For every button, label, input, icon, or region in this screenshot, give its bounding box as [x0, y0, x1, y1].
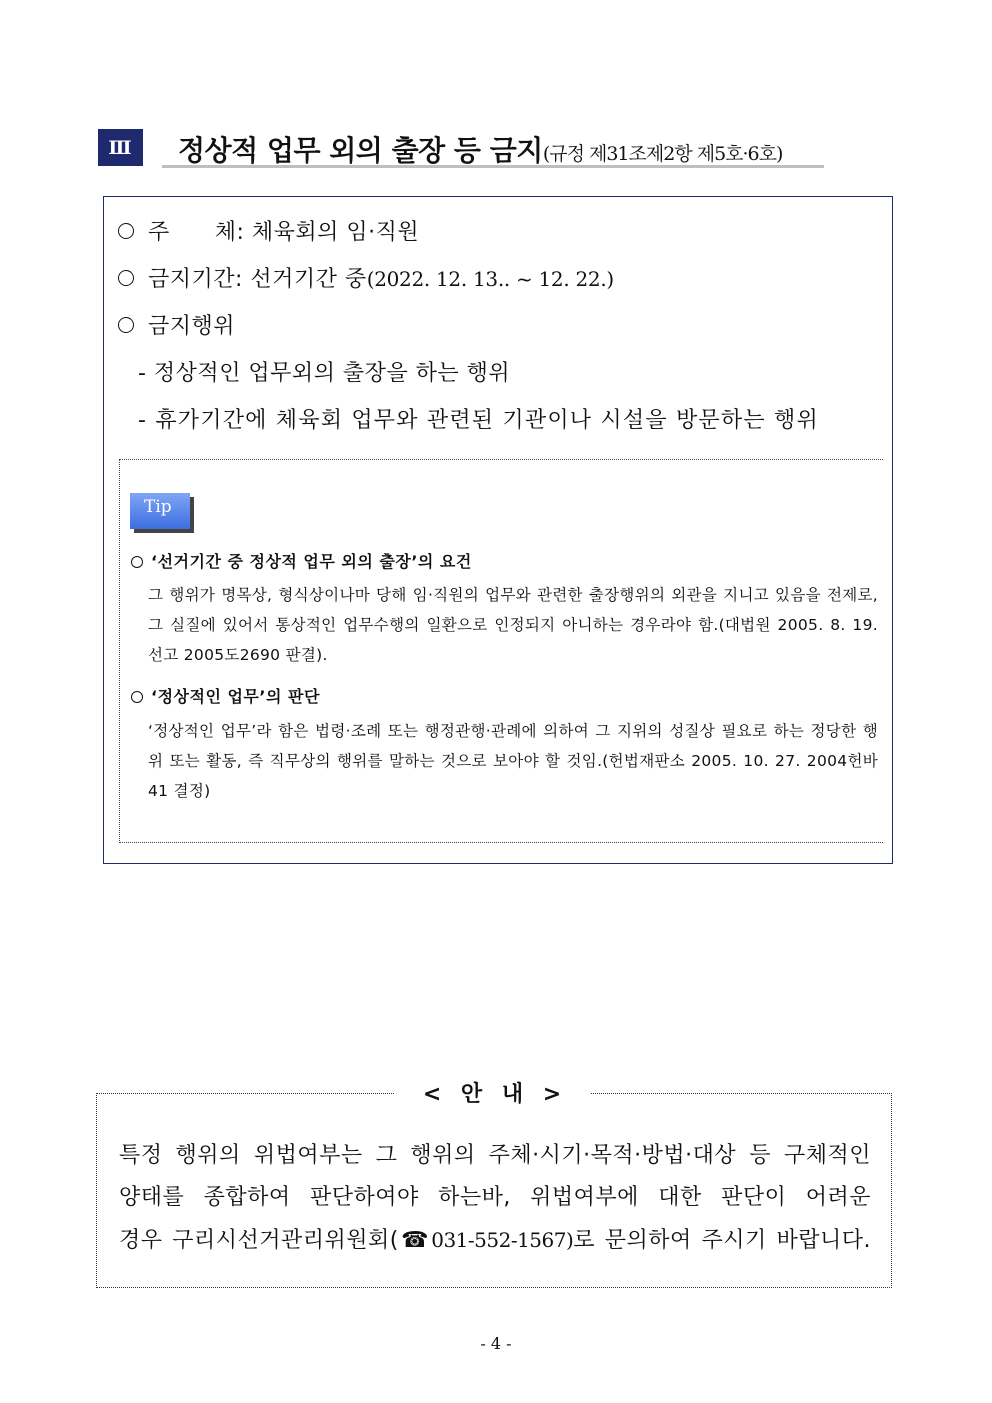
prohibited-item: - 휴가기간에 체육회 업무와 관련된 기관이나 시설을 방문하는 행위	[138, 408, 819, 433]
prohibition-content-box	[103, 196, 893, 864]
prohibited-acts-line	[118, 309, 235, 340]
page-number: - 4 -	[480, 1334, 512, 1353]
phone-number: 031-552-1567)	[431, 1228, 574, 1252]
tip-heading	[131, 684, 320, 707]
period-dates: (2022. 12. 13.. ~ 12. 22.)	[366, 267, 614, 291]
period-value: 선거기간 중	[250, 267, 367, 292]
section-title	[178, 129, 782, 169]
subject-label: 주 체:	[148, 220, 245, 245]
period-line	[118, 262, 614, 293]
notice-box	[96, 1082, 892, 1288]
circle-bullet-icon	[131, 556, 143, 568]
circle-bullet-icon	[118, 317, 134, 333]
section-title-text: 정상적 업무 외의 출장 등 금지	[178, 134, 543, 167]
tip-heading-text: ‘선거기간 중 정상적 업무 외의 출장’의 요건	[151, 552, 472, 571]
tip-heading	[131, 549, 472, 572]
circle-bullet-icon	[118, 223, 134, 239]
period-label: 금지기간:	[148, 267, 243, 292]
circle-bullet-icon	[131, 691, 143, 703]
section-number-badge: Ⅲ	[98, 129, 143, 166]
notice-line-text: 경우 구리시선거관리위원회(	[119, 1228, 399, 1253]
tip-box	[119, 459, 883, 843]
section-reference: (규정 제31조제2항 제5호·6호)	[542, 143, 783, 165]
notice-line-text: 로 문의하여 주시기 바랍니다.	[573, 1228, 871, 1253]
subject-line	[118, 215, 419, 246]
section-header	[98, 127, 824, 167]
phone-icon: ☎	[398, 1228, 432, 1253]
prohibited-item: - 정상적인 업무외의 출장을 하는 행위	[138, 361, 511, 386]
prohibited-label: 금지행위	[148, 314, 236, 339]
tip-paragraph: 그 행위가 명목상, 형식상이나마 당해 임·직원의 업무와 관련한 출장행위의 외관을 지니고 있음을 전제로, 그 실질에 있어서 통상적인 업무수행의 일환으로 인정되지 아니하는 경우라야 함.(대법원 2005. 8. 19. 선고 2005도2690 판결).	[148, 586, 878, 664]
tip-heading-text: ‘정상적인 업무’의 판단	[151, 687, 320, 706]
notice-line: 양태를 종합하여 판단하여야 하는바, 위법여부에 대한 판단이 어려운	[119, 1185, 871, 1210]
circle-bullet-icon	[118, 270, 134, 286]
tip-badge: Tip	[130, 493, 190, 529]
tip-paragraph: ‘정상적인 업무’라 함은 법령·조례 또는 행정관행·관례에 의하여 그 지위의 성질상 필요로 하는 정당한 행위 또는 활동, 즉 직무상의 행위를 말하는 것으로 보아야 할 것임.(헌법재판소 2005. 10. 27. 2004헌바41 결정)	[148, 722, 878, 800]
notice-line	[119, 1219, 871, 1262]
subject-value: 체육회의 임·직원	[251, 220, 420, 245]
notice-title: < 안 내 >	[394, 1077, 590, 1108]
section-title-bar	[162, 127, 824, 168]
notice-line: 특정 행위의 위법여부는 그 행위의 주체·시기·목적·방법·대상 등 구체적인	[119, 1143, 871, 1168]
